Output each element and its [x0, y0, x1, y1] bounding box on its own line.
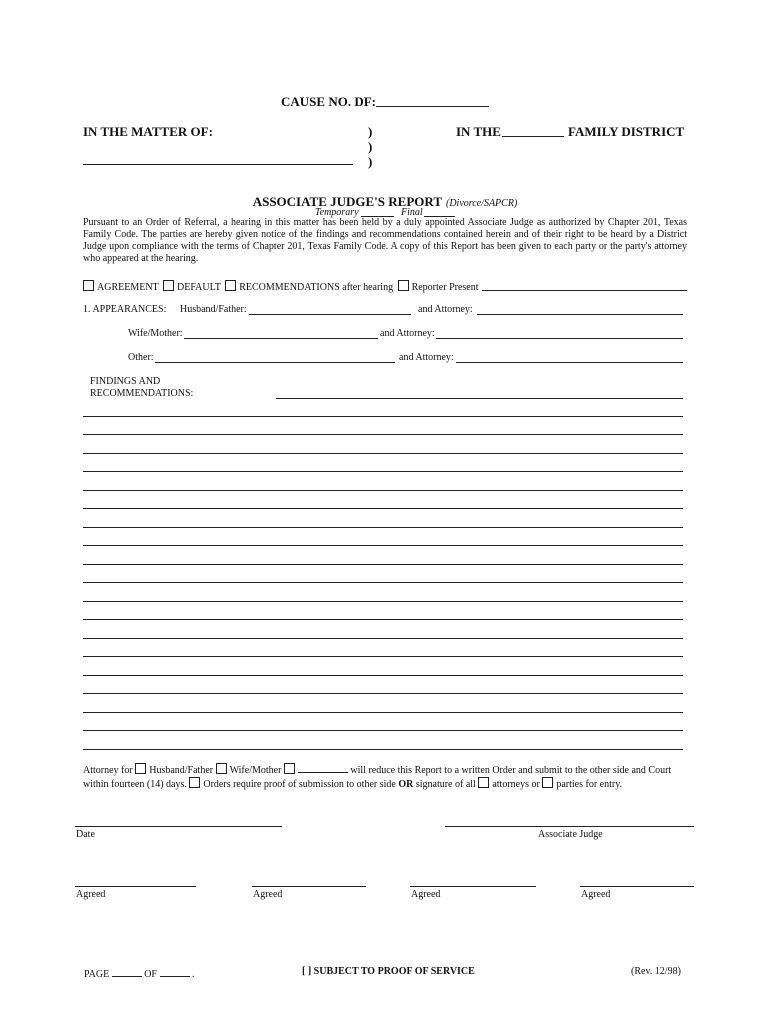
findings-line[interactable] [83, 675, 683, 676]
cause-number-field[interactable] [376, 106, 489, 107]
findings-line[interactable] [83, 508, 683, 509]
in-the-label: IN THE [456, 124, 501, 139]
other-attorney-label: and Attorney: [399, 352, 454, 363]
wife-mother-checkbox[interactable] [216, 763, 227, 774]
parties-checkbox[interactable] [542, 777, 553, 788]
revision-label: (Rev. 12/98) [631, 966, 681, 977]
page-number-field[interactable] [112, 966, 142, 977]
findings-line[interactable] [83, 601, 683, 602]
findings-line[interactable] [83, 712, 683, 713]
findings-line[interactable] [83, 582, 683, 583]
attorney-note: Attorney for Husband/Father Wife/Mother will reduce this Report to a written Order and submit to the other side and Court within fourteen (14) days. Orders require proof of submission to other side OR signature of all attorneys or parties for entry. [83, 762, 671, 791]
wife-field[interactable] [184, 338, 378, 339]
proof-of-submission-checkbox[interactable] [189, 777, 200, 788]
recommendations-checkbox[interactable] [225, 280, 236, 291]
findings-line[interactable] [83, 638, 683, 639]
agreement-checkbox[interactable] [83, 280, 94, 291]
husband-father-checkbox[interactable] [135, 763, 146, 774]
attorneys-checkbox[interactable] [478, 777, 489, 788]
agreed-label-1: Agreed [76, 889, 106, 900]
date-signature-line[interactable] [75, 826, 282, 827]
findings-line[interactable] [83, 749, 683, 750]
findings-line[interactable] [83, 471, 683, 472]
husband-attorney-field[interactable] [477, 314, 683, 315]
in-the-matter-of-label: IN THE MATTER OF: [83, 124, 213, 139]
agreed-signature-line-2[interactable] [252, 886, 366, 887]
husband-field[interactable] [249, 314, 411, 315]
other-party-checkbox[interactable] [284, 763, 295, 774]
findings-line[interactable] [83, 527, 683, 528]
wife-attorney-label: and Attorney: [380, 328, 435, 339]
page-count: PAGE OF . [84, 966, 195, 980]
findings-line[interactable] [276, 398, 683, 399]
intro-paragraph: Pursuant to an Order of Referral, a hearing in this matter has been held by a duly appointed Associate Judge as authorized by Chapter 201, Texas Family Code. The parties are hereby given notice of the findings and recommendations contained herein and of their right to be heard by a District Judge upon compliance with the terms of Chapter 201, Texas Family Code. A copy of this Report has been given to each party or the party's attorney who appeared at the hearing. [83, 217, 687, 264]
proof-of-service-notice[interactable]: [ ] SUBJECT TO PROOF OF SERVICE [302, 966, 475, 977]
wife-label: Wife/Mother: [128, 328, 183, 339]
findings-line[interactable] [83, 490, 683, 491]
paren-2: ) [368, 139, 373, 154]
findings-line[interactable] [83, 545, 683, 546]
husband-attorney-label: and Attorney: [418, 304, 473, 315]
family-district-label: FAMILY DISTRICT [568, 124, 685, 139]
agreed-label-4: Agreed [581, 889, 611, 900]
findings-line[interactable] [83, 730, 683, 731]
other-field[interactable] [155, 362, 395, 363]
associate-judge-signature-line[interactable] [445, 826, 694, 827]
report-title: ASSOCIATE JUDGE'S REPORT (Divorce/SAPCR) [252, 194, 518, 209]
final-label: Final [401, 207, 423, 218]
findings-line[interactable] [83, 619, 683, 620]
other-label: Other: [128, 352, 154, 363]
default-checkbox[interactable] [163, 280, 174, 291]
options-row: AGREEMENT DEFAULT RECOMMENDATIONS after hearing Reporter Present [83, 280, 479, 293]
court-number-field[interactable] [502, 136, 564, 137]
findings-line[interactable] [83, 564, 683, 565]
findings-line[interactable] [83, 416, 683, 417]
agreed-signature-line-1[interactable] [75, 886, 196, 887]
husband-label: Husband/Father: [180, 304, 247, 315]
cause-number-label: CAUSE NO. DF: [281, 94, 376, 109]
paren-1: ) [368, 124, 373, 139]
agreed-signature-line-4[interactable] [580, 886, 694, 887]
other-attorney-field[interactable] [456, 362, 683, 363]
reporter-present-checkbox[interactable] [398, 280, 409, 291]
appearances-heading: 1. APPEARANCES: [83, 304, 167, 315]
findings-label: FINDINGS AND RECOMMENDATIONS: [90, 376, 194, 399]
agreed-signature-line-3[interactable] [410, 886, 536, 887]
paren-3: ) [368, 154, 373, 169]
date-label: Date [76, 829, 95, 840]
associate-judge-label: Associate Judge [538, 829, 603, 840]
findings-line[interactable] [83, 693, 683, 694]
findings-line[interactable] [83, 434, 683, 435]
findings-line[interactable] [83, 656, 683, 657]
agreed-label-2: Agreed [253, 889, 283, 900]
page-total-field[interactable] [160, 966, 190, 977]
matter-of-field[interactable] [83, 164, 353, 165]
temporary-label: Temporary [315, 207, 359, 218]
agreed-label-3: Agreed [411, 889, 441, 900]
reporter-field[interactable] [482, 290, 687, 291]
other-party-field[interactable] [298, 762, 348, 773]
findings-line[interactable] [83, 453, 683, 454]
wife-attorney-field[interactable] [436, 338, 683, 339]
